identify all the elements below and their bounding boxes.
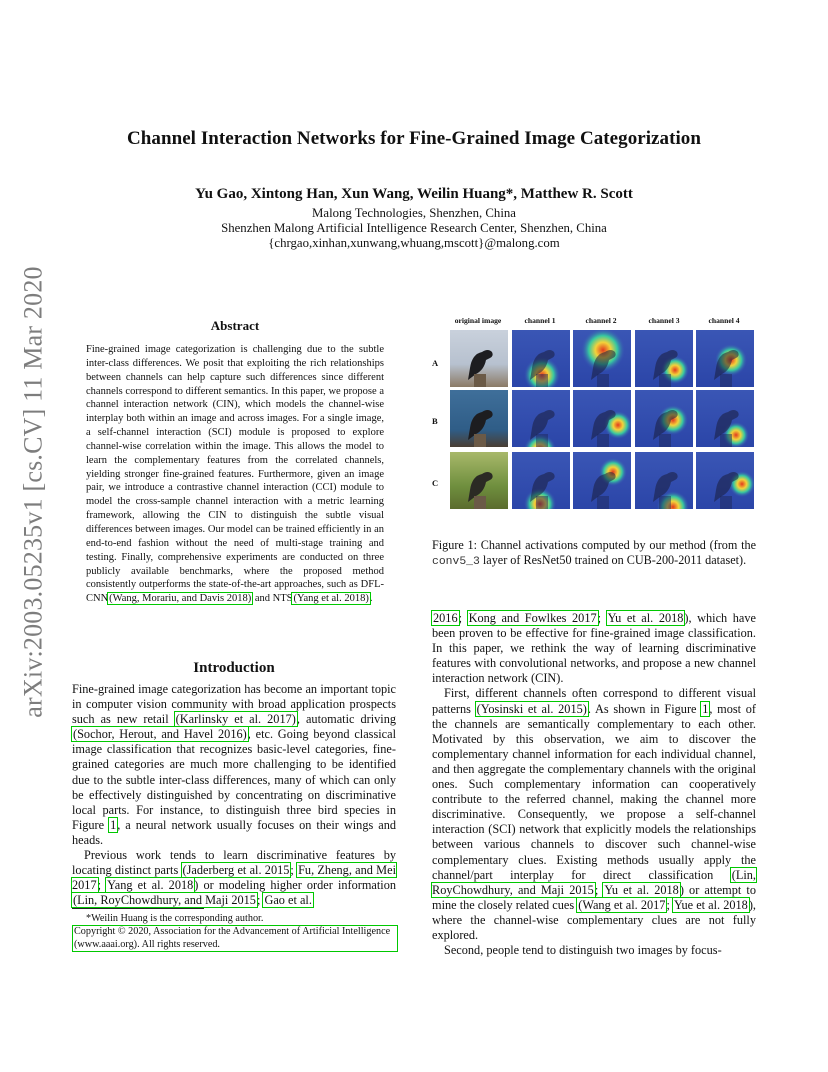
bird-silhouette-icon [450, 452, 508, 509]
arxiv-stamp-text: arXiv:2003.05235v1 [cs.CV] 11 Mar 2020 [19, 266, 48, 718]
abstract-text-mid: and NTS [252, 593, 293, 605]
col-header-channel-4: channel 4 [708, 316, 740, 325]
citation-link[interactable]: Kong and Fowlkes 2017 [468, 611, 597, 625]
figure-activation-map [696, 452, 754, 509]
copyright-notice[interactable]: Copyright © 2020, Association for the Advancement of Artificial Intelligence (www.aaai.org). All rights reserved. [73, 926, 397, 951]
intro-paragraph-1 [72, 682, 396, 848]
col-header-channel-2: channel 2 [585, 316, 617, 325]
figure-1 [428, 316, 758, 526]
text-run: , etc. Going beyond classical image classification that recognizes basic-level categories, fine-grained categories are much more challenging to be identified due to the subtle inter-class differences, many of which can only be effectively distinguished by concentrating on discriminative local parts. For instance, to distinguish three bird species in Figure [72, 727, 396, 832]
figure-activation-map [512, 330, 570, 387]
bird-silhouette-icon [573, 452, 631, 509]
text-run: Fine-grained image categorization has become an important topic in computer vision community with broad application prospects such as new retail [72, 682, 396, 727]
figure-activation-map [635, 330, 693, 387]
citation-link[interactable]: (Karlinsky et al. 2017) [175, 712, 296, 727]
figure-ref-link[interactable]: 1 [702, 701, 709, 716]
citation-link[interactable]: Yang et al. 2018 [107, 878, 194, 893]
row-label-a: A [432, 358, 439, 368]
citation-link[interactable]: Yu et al. 2018 [607, 611, 684, 625]
intro-paragraph-2: Previous work tends to learn discriminative features by locating distinct parts (Jaderberg et al. 2015; Fu, Zheng, and Mei 2017; Yang et al. 2018) or modeling higher order information (Lin, RoyChowdhury, and Maji 2015; Gao et al. [72, 848, 396, 908]
bird-silhouette-icon [696, 390, 754, 447]
col-header-original: original image [454, 316, 502, 325]
footnote-rule [72, 908, 204, 909]
text-run: ) or attempt to mine the closely related cues [432, 882, 756, 912]
citation-link[interactable]: 2016 [433, 611, 458, 625]
figure-original-image [450, 390, 508, 447]
abstract-heading: Abstract [210, 318, 260, 333]
figure-activation-map [696, 330, 754, 387]
citation-link[interactable]: Yu et al. 2018 [604, 882, 679, 897]
citation-link[interactable]: (Sochor, Herout, and Havel 2016) [73, 727, 247, 742]
text-run: , a neural network usually focuses on their wings and heads. [72, 817, 396, 847]
abstract-text-end: . [369, 593, 373, 605]
bird-silhouette-icon [450, 330, 508, 387]
bird-silhouette-icon [573, 330, 631, 387]
figure-1-caption [432, 538, 756, 570]
text-run: . As shown in Figure [587, 701, 702, 716]
citation-link[interactable]: Gao et al. [264, 893, 312, 908]
abstract-body [86, 343, 384, 606]
figure-original-image [450, 330, 508, 387]
bird-silhouette-icon [573, 390, 631, 447]
citation-link[interactable]: Fu, Zheng, and Mei 2017 [72, 863, 396, 893]
citation-link[interactable]: (Yosinski et al. 2015) [476, 701, 587, 716]
citation-link[interactable]: (Jaderberg et al. 2015 [182, 863, 290, 878]
right-paragraph-2: Second, people tend to distinguish two images by focus- [444, 943, 722, 958]
citation-link[interactable]: (Yang et al. 2018) [293, 593, 369, 605]
affiliation-1: Malong Technologies, Shenzhen, China [312, 206, 516, 220]
figure-activation-map [573, 330, 631, 387]
introduction-heading: Introduction [193, 660, 275, 676]
col-header-channel-3: channel 3 [648, 316, 680, 325]
arxiv-stamp [16, 266, 52, 718]
citation-link[interactable]: (Lin, RoyChowdhury, and Maji 2015 [73, 893, 256, 908]
citation-link[interactable]: Yue et al. 2018 [673, 897, 748, 912]
figure-activation-map [512, 390, 570, 447]
author-emails: {chrgao,xinhan,xunwang,whuang,mscott}@malong.com [268, 236, 560, 250]
bird-silhouette-icon [512, 330, 570, 387]
caption-code: conv5_3 [432, 556, 480, 569]
text-run: First, different channels often correspond to different visual patterns [432, 686, 756, 716]
bird-silhouette-icon [512, 452, 570, 509]
caption-text: Figure 1: Channel activations computed by our method (from the [432, 538, 756, 552]
text-run: ), which have been proven to be effective for fine-grained image classification. In this paper, we rethink the way of learning discriminative features with convolutional networks, and propose a new channel interaction network (CIN). [432, 611, 756, 686]
right-column-body [432, 611, 756, 958]
abstract-text: Fine-grained image categorization is challenging due to the subtle inter-class differences. We posit that exploiting the rich relationships between channels can help capture such differences since different channels correspond to different semantics. In this paper, we propose a channel interaction network (CIN), which models the channel-wise interplay both within an image and across images. For a single image, a self-channel interaction (SCI) module is proposed to explore channel-wise correlation within the image. This allows the model to learn the complementary features from the correlated channels, yielding stronger fine-grained features. Furthermore, given an image pair, we introduce a contrastive channel interaction (CCI) module to model the cross-sample channel interaction with a metric learning framework, allowing the CIN to distinguish the subtle visual differences between images. Our model can be trained efficiently in an end-to-end fashion without the need of multi-stage training and testing. Finally, comprehensive experiments are conducted on three publicly available benchmarks, where the proposed method consistently outperforms the state-of-the-art approaches, such as DFL-CNN [86, 344, 384, 605]
row-label-b: B [432, 416, 438, 426]
text-run: , most of the channels are semantically complementary to each other. Motivated by this observation, we aim to discover the complementary channel information for each individual channel, and then aggregate the complementary channels with the original ones. Such complementary information can cooperatively contribute to the referred channel, making the channel more discriminative. Consequently, we propose a self-channel interaction (SCI) network that explicitly models the relationships between various channels to discover such channel-wise complementary clues. Existing methods usually apply the channel/part interplay for direct classification [432, 701, 757, 882]
footnote-corresponding: *Weilin Huang is the corresponding author. [86, 913, 264, 924]
row-label-c: C [432, 478, 439, 488]
bird-silhouette-icon [635, 452, 693, 509]
right-paragraph-1: First, different channels often correspond to different visual patterns (Yosinski et al. 2015). As shown in Figure 1, most of the channels are semantically complementary to each other. Motivated by this observation, we aim to discover the complementary channel information for each individual channel, and then aggregate the complementary channels with the original ones. Such complementary information can cooperatively contribute to the referred channel, making the channel more discriminative. Consequently, we propose a self-channel interaction (SCI) network that explicitly models the relationships between various channels to discover such channel-wise complementary clues. Existing methods usually apply the channel/part interplay for direct classification (Lin, RoyChowdhury, and Maji 2015; Yu et al. 2018) or attempt to mine the closely related cues (Wang et al. 2017; Yue et al. 2018), where the channel-wise complementary clues are not fully explored. [432, 686, 757, 942]
figure-activation-map [573, 390, 631, 447]
bird-silhouette-icon [696, 452, 754, 509]
text-run: ) or modeling higher order information [194, 878, 396, 893]
citation-link[interactable]: (Wang, Morariu, and Davis 2018) [109, 593, 252, 605]
affiliation-2: Shenzhen Malong Artificial Intelligence Research Center, Shenzhen, China [221, 221, 607, 235]
introduction-body [72, 682, 396, 908]
citation-link[interactable]: (Lin, RoyChowdhury, and Maji 2015 [432, 867, 756, 897]
figure-activation-map [635, 390, 693, 447]
bird-silhouette-icon [696, 330, 754, 387]
figure-activation-map [696, 390, 754, 447]
text-run: Previous work tends to learn discriminative features by locating distinct parts [72, 848, 396, 878]
bird-silhouette-icon [635, 330, 693, 387]
figure-ref-link[interactable]: 1 [110, 817, 117, 832]
bird-silhouette-icon [450, 390, 508, 447]
figure-original-image [450, 452, 508, 509]
paper-title: Channel Interaction Networks for Fine-Grained Image Categorization [127, 128, 701, 149]
citation-link[interactable]: (Wang et al. 2017 [578, 897, 666, 912]
text-run: , automatic driving [296, 712, 397, 727]
right-paragraph-0: 2016; Kong and Fowlkes 2017; Yu et al. 2018), which have been proven to be effective for fine-grained image classification. In this paper, we rethink the way of learning discriminative features with convolutional networks, and propose a new channel interaction network (CIN). [432, 611, 756, 686]
caption-text-end: layer of ResNet50 trained on CUB-200-2011 dataset). [479, 553, 747, 568]
figure-activation-map [635, 452, 693, 509]
text-run: ), where the channel-wise complementary clues are not fully explored. [432, 897, 756, 942]
author-list: Yu Gao, Xintong Han, Xun Wang, Weilin Huang*, Matthew R. Scott [195, 186, 633, 202]
col-header-channel-1: channel 1 [524, 316, 556, 325]
figure-activation-map [512, 452, 570, 509]
bird-silhouette-icon [635, 390, 693, 447]
figure-activation-map [573, 452, 631, 509]
bird-silhouette-icon [512, 390, 570, 447]
